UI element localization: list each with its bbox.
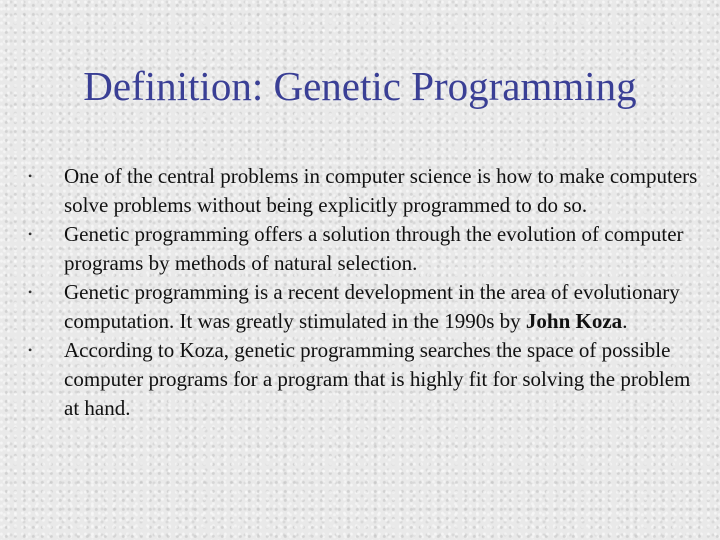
bullet-item [26, 336, 706, 423]
bullet-icon: • [28, 169, 33, 183]
bullet-list [26, 162, 706, 423]
bullet-emphasis-name: John Koza [525, 309, 623, 333]
bullet-text: One of the central problems in computer science is how to make computers solve problems without being explicitly programmed to do so. [64, 164, 698, 217]
bullet-item [26, 278, 706, 336]
bullet-icon: • [28, 343, 33, 357]
bullet-text: According to Koza, genetic programming searches the space of possible computer programs for a program that is highly fit for solving the problem at hand. [64, 338, 691, 420]
bullet-text-before: Genetic programming is a recent development in the area of evolutionary computation. It was greatly stimulated in the 1990s by [64, 280, 680, 333]
bullet-text: Genetic programming offers a solution through the evolution of computer programs by methods of natural selection. [64, 222, 684, 275]
bullet-item [26, 162, 706, 220]
bullet-item [26, 220, 706, 278]
bullet-icon: • [28, 285, 33, 299]
bullet-text [64, 280, 680, 333]
bullet-text-after: . [622, 309, 628, 333]
bullet-icon: • [28, 227, 33, 241]
slide-title: Definition: Genetic Programming [83, 63, 637, 109]
